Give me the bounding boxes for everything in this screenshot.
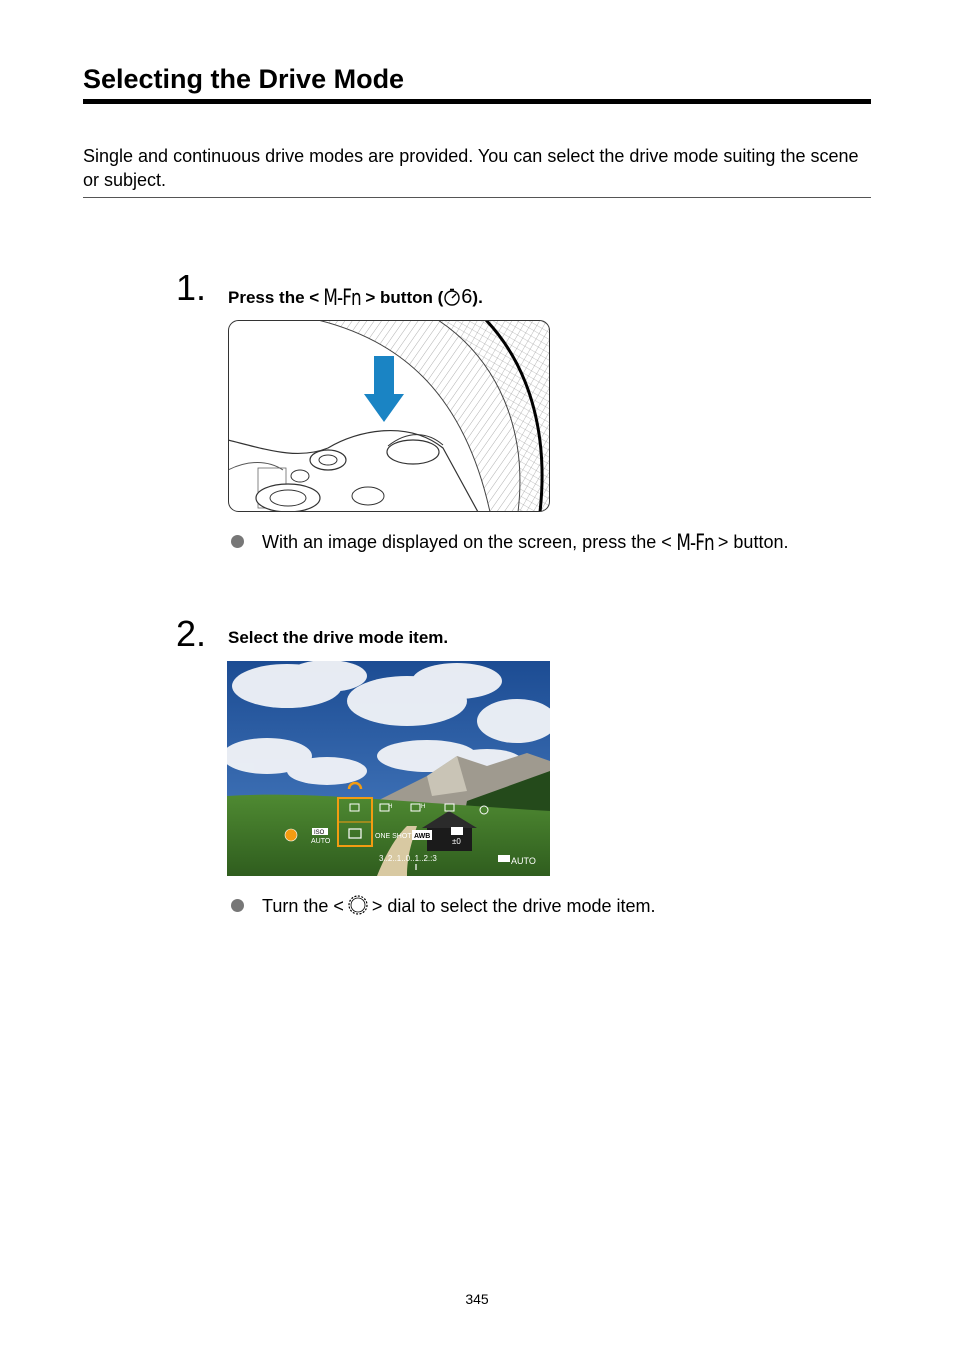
timer-icon xyxy=(443,288,461,312)
camera-illustration xyxy=(228,320,550,512)
svg-text:H: H xyxy=(388,804,393,810)
bullet-icon xyxy=(231,899,244,912)
bullet-icon xyxy=(231,535,244,548)
step-1-number: 1. xyxy=(176,267,207,308)
timer-value: 6 xyxy=(461,286,473,308)
step-1-prefix: Press the < xyxy=(228,288,320,307)
main-dial-icon xyxy=(347,894,369,922)
iso-display: AUTO xyxy=(511,856,536,866)
step-1-instruction xyxy=(228,286,483,312)
title-underline xyxy=(83,99,871,104)
step-2-bullet-suffix: > dial to select the drive mode item. xyxy=(371,896,656,916)
iso-value: AUTO xyxy=(311,838,331,845)
mfn-button-glyph: M-Fn xyxy=(323,286,362,311)
white-balance: AWB xyxy=(414,833,431,840)
step-2-instruction: Select the drive mode item. xyxy=(228,628,449,647)
step-1-suffix: ). xyxy=(472,288,483,307)
metering-scale: 3..2..1..0..1..2.:3 xyxy=(379,854,437,863)
step-2-bullet xyxy=(262,894,656,922)
step-1-bullet-prefix: With an image displayed on the screen, press the < xyxy=(262,532,672,552)
intro-text: Single and continuous drive modes are provided. You can select the drive mode suiting the scene or subject. xyxy=(83,146,859,190)
camera-screen-photo xyxy=(227,661,550,876)
page-number: 345 xyxy=(465,1291,489,1307)
page-title: Selecting the Drive Mode xyxy=(83,64,405,94)
step-1-bullet xyxy=(262,530,788,556)
exposure-comp: ±0 xyxy=(452,837,461,846)
step-1-middle: > button ( xyxy=(365,288,444,307)
iso-label: ISO xyxy=(314,830,325,836)
step-1-bullet-suffix: > button. xyxy=(717,532,789,552)
step-2-bullet-prefix: Turn the < xyxy=(262,896,344,916)
af-mode: ONE SHOT xyxy=(375,833,412,840)
svg-text:H: H xyxy=(421,804,426,810)
intro-divider xyxy=(83,197,871,198)
mfn-button-glyph: M-Fn xyxy=(676,531,714,556)
step-2-number: 2. xyxy=(176,613,207,654)
